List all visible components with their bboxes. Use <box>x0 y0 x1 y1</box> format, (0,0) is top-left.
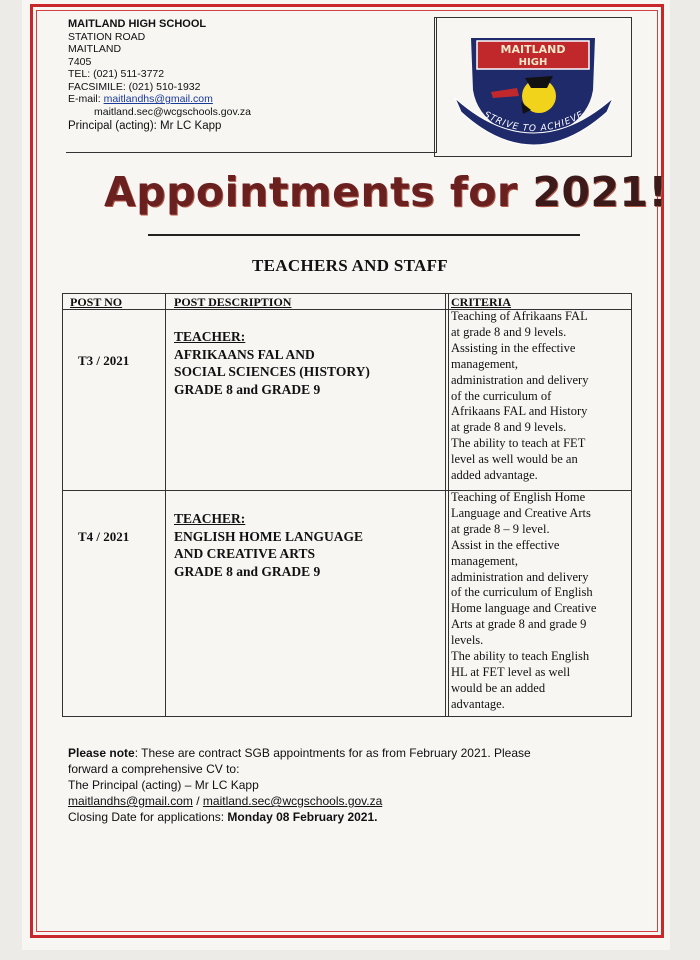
criteria-line: would be an added <box>451 680 546 695</box>
page-title <box>104 168 668 216</box>
column-header-post-no: POST NO <box>70 295 123 309</box>
post-desc-line: GRADE 8 and GRADE 9 <box>174 381 321 397</box>
post-desc-line: ENGLISH HOME LANGUAGE <box>174 528 364 544</box>
criteria-line: Teaching of Afrikaans FAL <box>451 309 588 323</box>
criteria-line: Teaching of English Home <box>451 490 586 504</box>
post-desc-line: GRADE 8 and GRADE 9 <box>174 563 321 579</box>
note-line-3: The Principal (acting) – Mr LC Kapp <box>68 778 259 792</box>
crest-motto-path: STRIVE TO ACHIEVE <box>481 109 586 135</box>
criteria-line: at grade 8 and 9 levels. <box>451 324 567 339</box>
table-border-bottom <box>62 716 632 717</box>
post-desc-line: SOCIAL SCIENCES (HISTORY) <box>174 364 370 379</box>
criteria-line: The ability to teach English <box>451 649 590 664</box>
email-label: E-mail: <box>68 93 101 105</box>
criteria-t4 <box>451 490 633 713</box>
closing-date <box>68 809 628 825</box>
email-link-primary[interactable]: maitlandhs@gmail.com <box>103 93 213 105</box>
post-number-t3: T3 / 2021 <box>78 353 130 368</box>
criteria-line: Arts at grade 8 and grade 9 <box>451 617 587 632</box>
note-label: Please note <box>68 746 135 760</box>
section-heading: TEACHERS AND STAFF <box>252 256 448 275</box>
criteria-line: Language and Creative Arts <box>451 505 591 520</box>
table-col-divider-2b <box>448 293 449 717</box>
table-border-top <box>62 293 632 294</box>
table-col-divider-2 <box>445 293 446 717</box>
school-logo-box <box>434 17 632 157</box>
criteria-line: advantage. <box>451 696 505 711</box>
criteria-line: management, <box>451 356 518 371</box>
note-emails <box>68 793 628 809</box>
facsimile: FACSIMILE: (021) 510-1932 <box>68 80 201 93</box>
email-row <box>68 93 251 106</box>
column-header-criteria: CRITERIA <box>451 295 512 309</box>
criteria-line: at grade 8 – 9 level. <box>451 521 550 536</box>
criteria-line: HL at FET level as well <box>451 664 571 679</box>
criteria-line: Assisting in the effective <box>451 340 576 355</box>
criteria-line: administration and delivery <box>451 569 589 584</box>
post-description-t3 <box>174 328 370 398</box>
criteria-line: added advantage. <box>451 468 538 483</box>
letterhead-address <box>68 18 251 133</box>
principal-name: Principal (acting): Mr LC Kapp <box>68 120 222 132</box>
application-note <box>68 745 628 825</box>
criteria-line: of the curriculum of <box>451 388 552 403</box>
post-desc-line: AFRIKAANS FAL AND <box>174 346 315 362</box>
criteria-line: management, <box>451 553 518 568</box>
post-title: TEACHER: <box>174 511 246 526</box>
post-desc-line: AND CREATIVE ARTS <box>174 546 316 561</box>
note-email-separator: / <box>192 794 203 808</box>
telephone: TEL: (021) 511-3772 <box>68 68 165 80</box>
postal-code: 7405 <box>68 55 92 68</box>
criteria-line: Afrikaans FAL and History <box>451 404 588 419</box>
criteria-line: The ability to teach at FET <box>451 436 586 451</box>
crest-banner-line1: MAITLAND <box>500 43 566 56</box>
school-crest <box>435 18 631 156</box>
closing-date-label: Closing Date for applications: <box>68 810 228 824</box>
note-email-link-secondary[interactable]: maitland.sec@wcgschools.gov.za <box>202 794 383 808</box>
criteria-line: Home language and Creative <box>451 601 597 616</box>
note-line-1 <box>68 745 628 761</box>
page-title-text: Appointments for <box>104 168 533 216</box>
title-underline <box>148 234 580 236</box>
address-street: STATION ROAD <box>68 30 146 43</box>
school-name: MAITLAND HIGH SCHOOL <box>68 18 207 30</box>
criteria-line: level as well would be an <box>451 452 578 467</box>
post-title: TEACHER: <box>174 329 246 344</box>
criteria-line: levels. <box>451 633 484 648</box>
email-row-secondary <box>68 106 251 119</box>
email-link-secondary[interactable]: maitland.sec@wcgschools.gov.za <box>94 105 251 118</box>
vacancies-table <box>62 293 632 717</box>
address-town: MAITLAND <box>68 43 122 55</box>
criteria-line: administration and delivery <box>451 372 589 387</box>
criteria-t3 <box>451 309 633 484</box>
note-email-link-primary[interactable]: maitlandhs@gmail.com <box>68 794 193 808</box>
table-border-left <box>62 293 63 717</box>
criteria-line: at grade 8 and 9 levels. <box>451 420 567 435</box>
crest-banner-line2: HIGH <box>518 57 548 68</box>
post-description-t4 <box>174 510 363 580</box>
criteria-line: Assist in the effective <box>451 537 560 552</box>
note-text: : These are contract SGB appointments for as from February 2021. Please <box>134 746 531 760</box>
closing-date-value: Monday 08 February 2021. <box>227 810 378 824</box>
note-line-2: forward a comprehensive CV to: <box>68 762 240 776</box>
criteria-line: of the curriculum of English <box>451 585 593 600</box>
post-number-t4: T4 / 2021 <box>78 529 130 544</box>
page-title-year: 2021! <box>532 168 668 216</box>
column-header-post-description: POST DESCRIPTION <box>174 295 292 309</box>
table-col-divider-1 <box>165 293 166 717</box>
